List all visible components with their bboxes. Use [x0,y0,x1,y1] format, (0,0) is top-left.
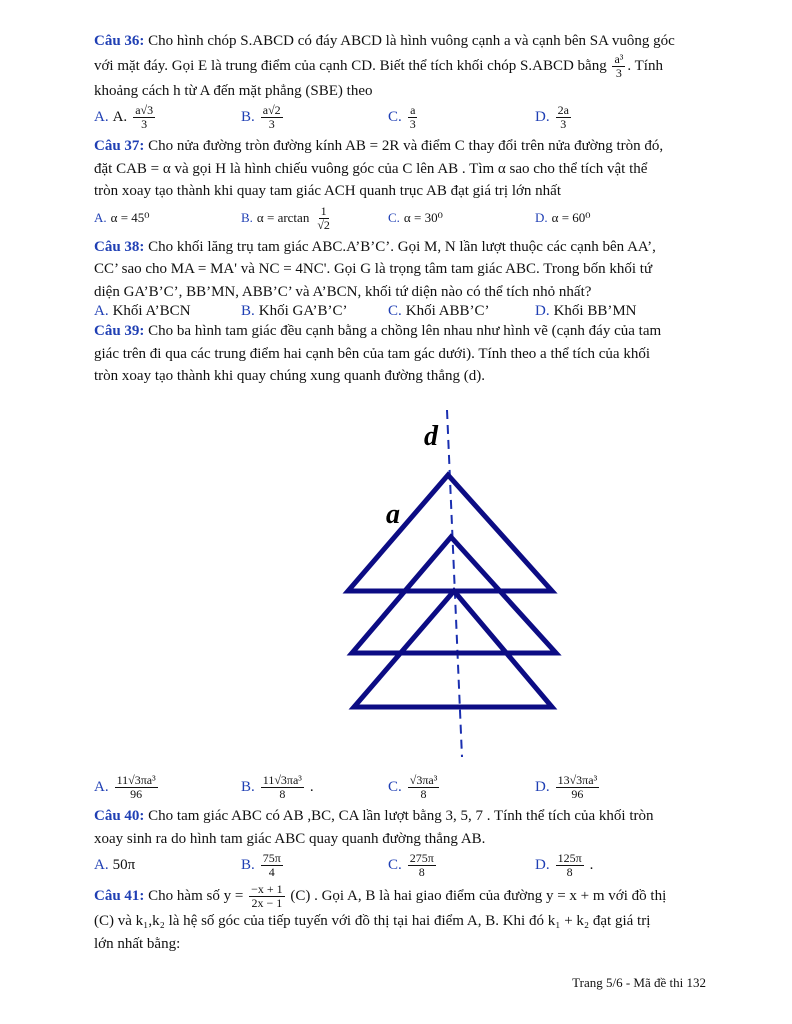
option-b[interactable]: B. $\frac{a√2}{3}$ [241,103,281,131]
question-text: khoảng cách h từ A đến mặt phẳng (SBE) theo [94,82,373,99]
answer-options [94,205,708,232]
option-b[interactable]: B. $\frac{75\pi}{4}$ [241,851,281,879]
option-c[interactable]: C. $\frac{\text{√3πa³}}{8}$ [388,773,438,801]
question-39 [94,320,708,388]
question-40 [94,805,708,850]
question-text: đặt CAB = α và gọi H là hình chiếu vuông góc của C lên AB . Tìm α sao cho thể tích vật thể [94,160,648,177]
option-d[interactable]: D. Khối BB’MN [535,303,637,319]
option-c[interactable]: C. α = 30⁰ [388,210,443,225]
question-label: Câu 39: [94,323,145,339]
question-label: Câu 40: [94,808,145,824]
label-d: d [424,421,438,452]
page-content-lower [94,772,708,955]
question-label: Câu 41: [94,887,145,904]
label-a: a [386,499,400,530]
question-41: Câu 41: Cho hàm số y = $\frac{-x + 1}{2x - 1}$ (C) . Gọi A, B là hai giao điểm của đường y = x + m với đồ thị (C) và k₁,k₂ là hệ số góc của tiếp tuyến với đồ thị tại hai điểm A, B. Khi đó k₁ + k₂ đạt giá trị lớn nhất bằng: [94,882,667,952]
option-c[interactable]: C. $\frac{275\pi}{8}$ [388,851,434,879]
option-a[interactable]: A. $\frac{\text{11√3πa³}}{96}$ [94,773,156,801]
question-text: với mặt đáy. Gọi E là trung điểm của cạnh CD. Biết thể tích khối chóp S.ABCD bằng [94,57,607,74]
option-a[interactable]: A. α = 45⁰ [94,210,150,225]
stacked-triangles-figure [330,405,570,765]
question-text: Cho hàm số y = [148,887,244,904]
page-footer: Trang 5/6 - Mã đề thi 132 [572,975,706,990]
option-d[interactable]: D. α = 60⁰ [535,210,591,225]
fraction: $\frac{\text{a³}}{3}$ [614,51,624,80]
question-label: Câu 36: [94,33,145,49]
option-d[interactable]: D. $\frac{125\pi}{8}$ . [535,851,594,879]
option-c[interactable]: C. Khối ABB’C’ [388,303,490,319]
triangle-bottom [354,591,552,707]
question-text: Cho tam giác ABC có AB ,BC, CA lần lượt bằng 3, 5, 7 . Tính thể tích của khối tròn [148,808,654,824]
option-a[interactable]: A. 50π [94,857,136,873]
question-text: Cho ba hình tam giác đều cạnh bằng a chồng lên nhau như hình vẽ (cạnh đáy của tam [148,323,662,339]
option-d[interactable]: D. $\frac{\text{13√3πa³}}{96}$ [535,773,598,801]
question-text: lớn nhất bằng: [94,935,181,952]
page-content [94,30,708,388]
answer-options [94,774,708,801]
option-b[interactable]: B. α = arctan $\frac{1}{√2}$ [241,203,330,232]
question-38 [94,236,708,304]
answer-options [94,852,708,879]
question-text: xoay sinh ra do hình tam giác ABC quay quanh đường thẳng AB. [94,830,486,847]
answer-options [94,104,708,131]
question-text: Cho khối lăng trụ tam giác ABC.A’B’C’. Gọi M, N lần lượt thuộc các cạnh bên AA’, [148,238,656,255]
question-text: diện GA’B’C’, BB’MN, ABB’C’ và A’BCN, khối tứ diện nào có thể tích nhỏ nhất? [94,283,592,300]
option-c[interactable]: C. $\frac{a}{3}$ [388,103,416,131]
question-text: tròn xoay tạo thành khi quay chúng xung quanh đường thẳng (d). [94,368,485,384]
question-text: (C) và k₁,k₂ là hệ số góc của tiếp tuyến với đồ thị tại hai điểm A, B. Khi đó k₁ + k₂ đạt giá trị [94,913,651,929]
question-label: Câu 37: [94,138,145,154]
question-text: giác trên đi qua các trung điểm hai cạnh bên của tam gác dưới). Tính theo a thể tích của khối [94,345,650,362]
option-b[interactable]: B. Khối GA’B’C’ [241,303,348,319]
question-text: Cho nửa đường tròn đường kính AB = 2R và điểm C thay đổi trên nửa đường tròn đó, [148,138,664,154]
option-b[interactable]: B. $\frac{\text{11√3πa³}}{8}$ . [241,773,314,801]
option-a[interactable]: A. Khối A’BCN [94,303,191,319]
fraction: $\frac{-x + 1}{2x - 1}$ [251,882,283,910]
answer-options [94,303,708,320]
option-d[interactable]: D. $\frac{2a}{3}$ [535,103,569,131]
option-a[interactable]: A. A. $\frac{a√3}{3}$ [94,103,154,131]
question-label: Câu 38: [94,238,145,255]
question-36: Câu 36: Cho hình chóp S.ABCD có đáy ABCD là hình vuông cạnh a và cạnh bên SA vuông góc với mặt đáy. Gọi E là trung điểm của cạnh CD. Biết thể tích khối chóp S.ABCD bằng $\frac{\text{a³}}{3}$ . Tính khoảng cách h từ A đến mặt phẳng (SBE) theo [94,33,675,99]
question-37 [94,135,708,203]
question-text: Cho hình chóp S.ABCD có đáy ABCD là hình vuông cạnh a và cạnh bên SA vuông góc [148,33,675,49]
question-text: CC’ sao cho MA = MA' và NC = 4NC'. Gọi G là trọng tâm tam giác ABC. Trong bốn khối tứ [94,261,653,277]
question-text: tròn xoay tạo thành khi quay tam giác ACH quanh trục AB đạt giá trị lớn nhất [94,183,562,199]
